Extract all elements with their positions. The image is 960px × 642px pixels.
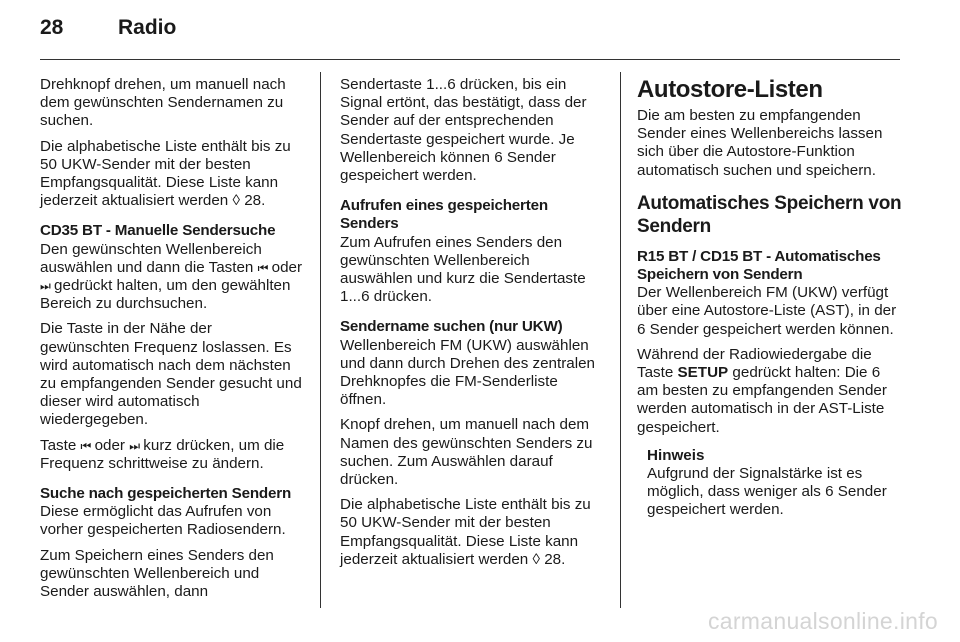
previous-track-icon: ⏮ bbox=[257, 260, 268, 275]
column-divider-1 bbox=[320, 72, 321, 608]
key-label: SETUP bbox=[677, 364, 729, 382]
page-header bbox=[40, 16, 900, 50]
section-heading: Autostore-Listen bbox=[637, 76, 823, 103]
paragraph: Taste ⏮ oder ⏭ kurz drücken, um die Frequenz schrittweise zu ändern. bbox=[40, 436, 285, 472]
column-3 bbox=[637, 76, 903, 520]
page-reference-icon: ◊ bbox=[532, 550, 540, 568]
paragraph: Den gewünschten Wellenbereich auswählen und dann die Tasten ⏮ oder ⏭ gedrückt halten, um den gewählten Bereich zu durchsuchen. bbox=[40, 240, 303, 313]
chapter-title: Radio bbox=[118, 16, 177, 39]
paragraph: Die alphabetische Liste enthält bis zu 50 UKW-Sender mit der besten Empfangsqualität. Diese Liste kann jederzeit aktualisiert werden ◊ 28. bbox=[340, 496, 591, 568]
paragraph: Die am besten zu empfangenden Sender eines Wellenbereichs lassen sich über die Autostore-Funktion automatisch suchen und speichern. bbox=[637, 107, 883, 179]
paragraph: Knopf drehen, um manuell nach dem Namen des gewünschten Senders zu suchen. Zum Auswählen darauf drücken. bbox=[340, 416, 593, 489]
subheading: R15 BT / CD15 BT - Automatisches Speichern von Sendern bbox=[637, 247, 881, 284]
subheading: Aufrufen eines gespeicherten Senders bbox=[340, 197, 548, 233]
note-title: Hinweis bbox=[647, 446, 705, 464]
subheading: Suche nach gespeicherten Sendern bbox=[40, 485, 292, 503]
header-divider bbox=[40, 59, 900, 60]
note-box bbox=[637, 447, 903, 520]
paragraph: Während der Radiowiedergabe die Taste SETUP gedrückt halten: Die 6 am besten zu empfangenden Sender werden automatisch in der AST-Liste gespeichert. bbox=[637, 345, 887, 436]
column-2 bbox=[340, 76, 604, 576]
subheading: Sendername suchen (nur UKW) bbox=[340, 318, 563, 336]
subheading: CD35 BT - Manuelle Sendersuche bbox=[40, 222, 276, 240]
column-divider-2 bbox=[620, 72, 621, 608]
page-reference-icon: ◊ bbox=[232, 192, 240, 210]
paragraph: Zum Speichern eines Senders den gewünschten Wellenbereich und Sender auswählen, dann bbox=[40, 546, 274, 601]
paragraph: Drehknopf drehen, um manuell nach dem gewünschten Sendernamen zu suchen. bbox=[40, 76, 286, 130]
paragraph: Die alphabetische Liste enthält bis zu 50 UKW-Sender mit der besten Empfangsqualität. Diese Liste kann jederzeit aktualisiert werden ◊ 28. bbox=[40, 137, 291, 210]
paragraph: Die Taste in der Nähe der gewünschten Frequenz loslassen. Es wird automatisch nach dem nächsten zu empfangenden Sender gesucht und dieser wird automatisch wiedergegeben. bbox=[40, 320, 302, 429]
watermark: carmanualsonline.info bbox=[707, 608, 938, 634]
page-reference: 28. bbox=[244, 192, 266, 210]
column-1 bbox=[40, 76, 305, 608]
paragraph: Zum Aufrufen eines Senders den gewünschten Wellenbereich auswählen und kurz die Sendertaste 1...6 drücken. bbox=[340, 233, 586, 306]
note-text: Aufgrund der Signalstärke ist es möglich, dass weniger als 6 Sender gespeichert werden. bbox=[647, 465, 887, 519]
paragraph: Der Wellenbereich FM (UKW) verfügt über eine Autostore-Liste (AST), in der 6 Sender gespeichert werden können. bbox=[637, 284, 897, 338]
next-track-icon: ⏭ bbox=[129, 438, 140, 453]
previous-track-icon: ⏮ bbox=[80, 438, 91, 453]
paragraph: Wellenbereich FM (UKW) auswählen und dann durch Drehen des zentralen Drehknopfes die FM-Senderliste öffnen. bbox=[340, 336, 595, 409]
next-track-icon: ⏭ bbox=[40, 279, 50, 294]
page-reference: 28. bbox=[544, 550, 566, 568]
page-number: 28 bbox=[40, 16, 64, 39]
paragraph: Diese ermöglicht das Aufrufen von vorher gespeicherten Radiosendern. bbox=[40, 503, 286, 539]
paragraph: Sendertaste 1...6 drücken, bis ein Signal ertönt, das bestätigt, dass der Sender auf der entsprechenden Sendertaste gespeichert wurde. Je Wellenbereich können 6 Sender gespeichert werden. bbox=[340, 76, 587, 185]
section-subheading: Automatisches Speichern von Sendern bbox=[637, 192, 902, 237]
